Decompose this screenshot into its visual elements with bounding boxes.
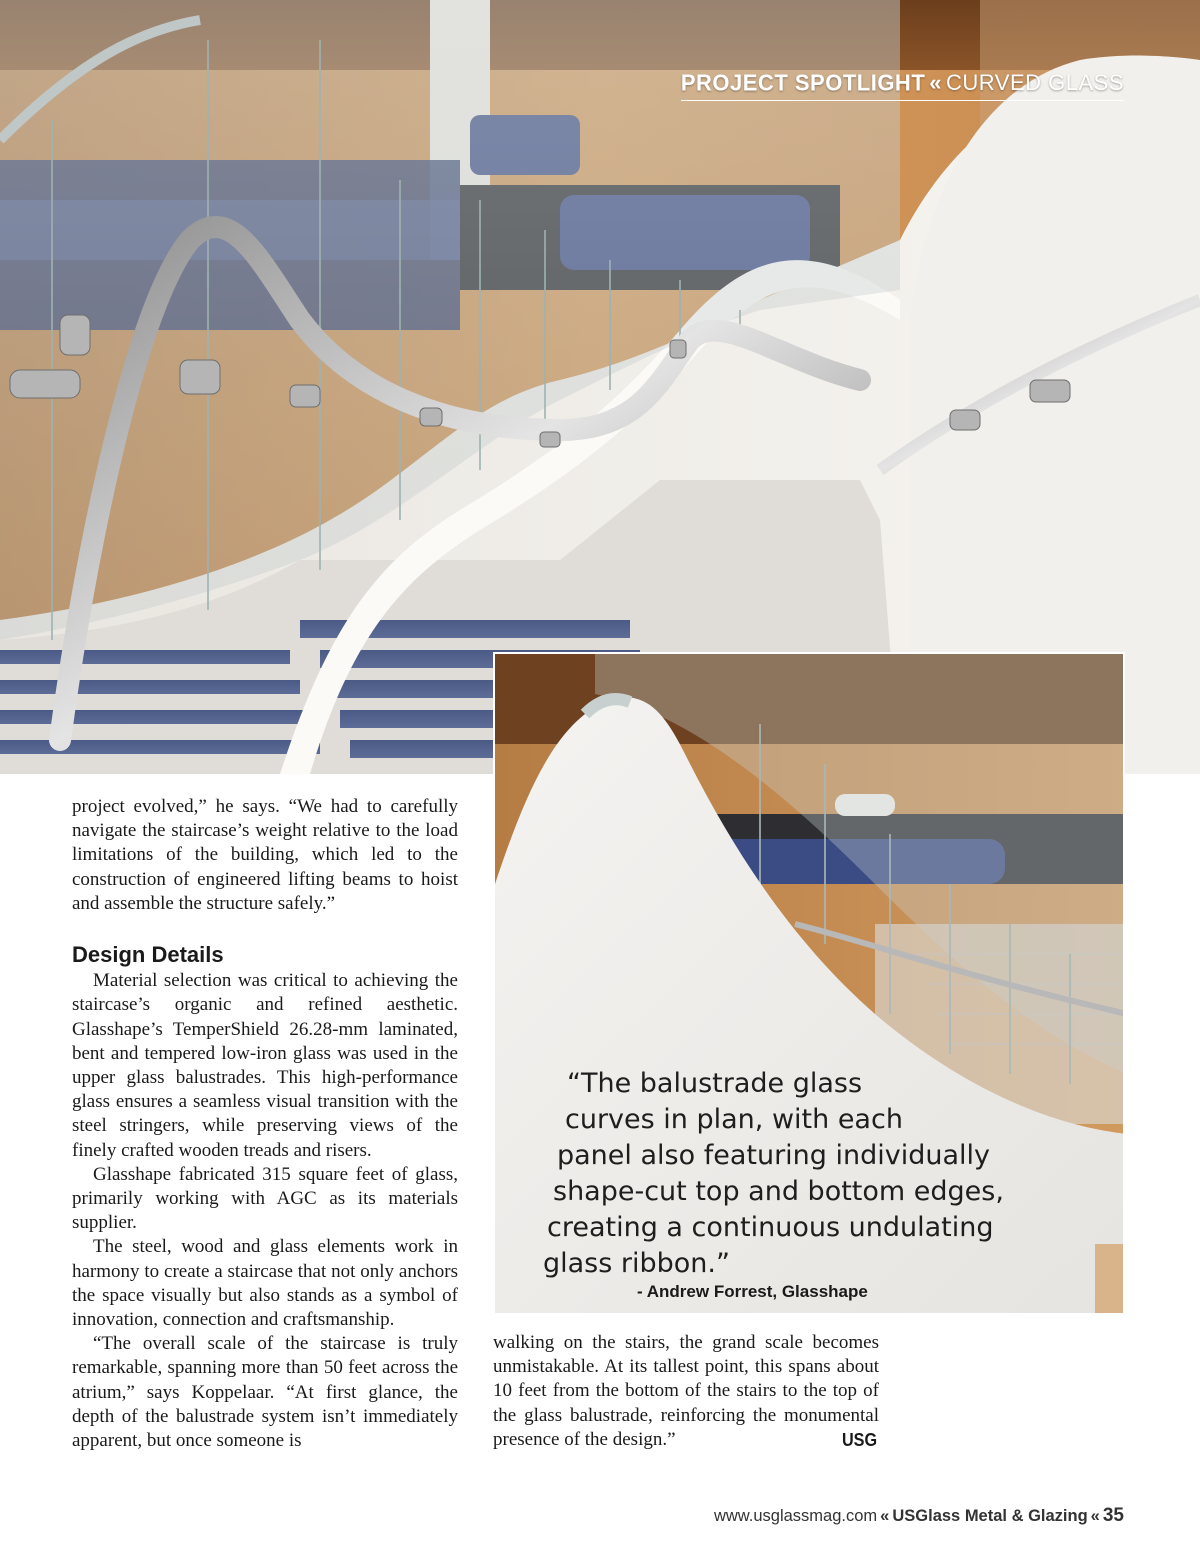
- chevron-separator-icon: «: [929, 70, 943, 95]
- left-column: [72, 795, 458, 1453]
- paragraph: “The overall scale of the staircase is truly remarkable, spanning more than 50 feet across the atrium,” says Koppelaar. “At first glance, the depth of the balustrade system isn’t immediately apparent, but once someone is: [72, 1333, 458, 1452]
- pull-quote-attribution: - Andrew Forrest, Glasshape: [637, 1282, 868, 1301]
- section-heading: Design Details: [72, 942, 224, 968]
- section-topic: CURVED GLASS: [946, 70, 1124, 95]
- pull-quote-line: creating a continuous undulating: [547, 1212, 994, 1243]
- pull-quote-line: shape-cut top and bottom edges,: [553, 1176, 1004, 1207]
- section-header: [681, 70, 1124, 101]
- right-column: [493, 1331, 879, 1452]
- footer-url: www.usglassmag.com: [713, 1507, 878, 1525]
- inset-photo: [493, 652, 1125, 1315]
- pull-quote-line: curves in plan, with each: [565, 1104, 903, 1135]
- pull-quote-line: glass ribbon.”: [543, 1248, 730, 1279]
- page-number: 35: [1102, 1505, 1124, 1526]
- pull-quote: [541, 1066, 1101, 1282]
- pull-quote-line: panel also featuring individually: [557, 1140, 991, 1171]
- page-footer: [714, 1505, 1124, 1527]
- chevron-separator-icon: «: [1090, 1507, 1100, 1525]
- paragraph: [493, 1331, 879, 1452]
- paragraph: Glasshape fabricated 315 square feet of glass, primarily working with AGC as its materials supplier.: [72, 1163, 458, 1234]
- paragraph: Material selection was critical to achieving the staircase’s organic and refined aesthetic. Glasshape’s TemperShield 26.28-mm laminated, bent and tempered low-iron glass was used in the upper glass balustrades. This high-performance glass ensures a seamless visual transition with the steel stringers, while preserving views of the finely crafted wooden treads and risers.: [72, 970, 458, 1161]
- footer-magazine: USGlass Metal & Glazing: [892, 1507, 1088, 1525]
- end-mark: USG: [841, 1429, 878, 1450]
- paragraph-text: walking on the stairs, the grand scale becomes unmistakable. At its tallest point, this spans about 10 feet from the bottom of the stairs to the top of the glass balustrade, reinforcing the monumental presence of the design.”: [493, 1332, 879, 1450]
- paragraph: project evolved,” he says. “We had to carefully navigate the staircase’s weight relative to the load limitations of the building, which led to the construction of engineered lifting beams to hoist and assemble the structure safely.”: [72, 796, 458, 914]
- section-lead: PROJECT SPOTLIGHT: [680, 69, 926, 96]
- pull-quote-line: “The balustrade glass: [567, 1068, 863, 1099]
- chevron-separator-icon: «: [880, 1507, 890, 1525]
- paragraph: The steel, wood and glass elements work in harmony to create a staircase that not only anchors the space visually but also stands as a symbol of innovation, connection and craftsmanship.: [72, 1236, 458, 1331]
